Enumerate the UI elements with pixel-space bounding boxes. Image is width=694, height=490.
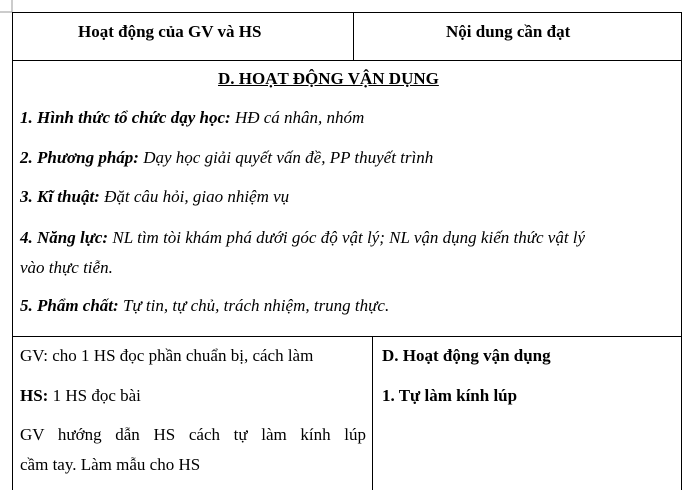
- table-border-right: [681, 12, 682, 490]
- header-divider: [353, 12, 354, 60]
- section-title: D. HOẠT ĐỘNG VẬN DỤNG: [218, 69, 439, 88]
- item-form-text: HĐ cá nhân, nhóm: [230, 108, 365, 127]
- item-competence: [20, 228, 675, 248]
- body-divider: [372, 336, 373, 490]
- left-line-3: GV hướng dẫn HS cách tự làm kính lúp: [20, 425, 366, 444]
- right-item: 1. Tự làm kính lúp: [382, 386, 518, 405]
- item-form: [20, 108, 364, 128]
- item-competence-text: NL tìm tòi khám phá dưới góc độ vật lý; NL vận dụng kiến thức vật lý: [108, 228, 586, 247]
- item-method-text: Dạy học giải quyết vấn đề, PP thuyết trình: [138, 148, 434, 167]
- item-quality: [20, 296, 389, 316]
- item-technique: [20, 187, 289, 207]
- item-method: [20, 148, 433, 168]
- item-quality-label: 5. Phẩm chất:: [20, 296, 119, 315]
- right-heading: D. Hoạt động vận dụng: [382, 346, 551, 365]
- item-technique-text: Đặt câu hỏi, giao nhiệm vụ: [99, 187, 290, 206]
- item-quality-text: Tự tin, tự chủ, trách nhiệm, trung thực.: [118, 296, 390, 315]
- table-border-top: [12, 12, 682, 13]
- left-line-2-text: 1 HS đọc bài: [48, 386, 141, 405]
- item-competence-label: 4. Năng lực:: [20, 228, 109, 247]
- left-line-4: cầm tay. Làm mẫu cho HS: [20, 455, 201, 474]
- header-content: Nội dung cần đạt: [446, 22, 571, 41]
- section-bottom-line: [12, 336, 682, 337]
- left-line-1: GV: cho 1 HS đọc phần chuẩn bị, cách làm: [20, 346, 314, 365]
- item-technique-label: 3. Kĩ thuật:: [20, 187, 100, 206]
- table-border-left: [12, 12, 13, 490]
- header-activity: Hoạt động của GV và HS: [78, 22, 262, 41]
- item-method-label: 2. Phương pháp:: [20, 148, 139, 167]
- left-line-2: [20, 386, 141, 406]
- item-competence-cont: vào thực tiễn.: [20, 258, 113, 277]
- left-line-2-label: HS:: [20, 386, 49, 405]
- header-bottom-line: [12, 60, 682, 61]
- item-form-label: 1. Hình thức tổ chức dạy học:: [20, 108, 231, 127]
